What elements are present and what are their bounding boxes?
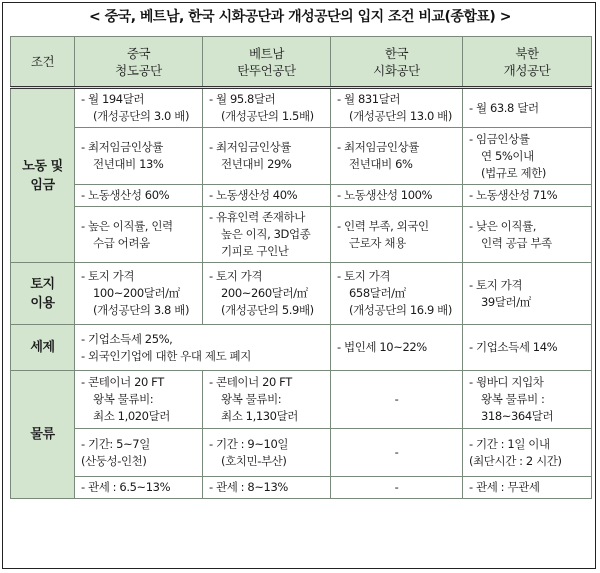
cell-turnover-korea: - 인력 부족, 외국인 근로자 채용 [331,207,463,263]
header-row [11,37,592,88]
cell-land-korea: - 토지 가격 658달러/㎡ (개성공단의 16.9 배) [331,263,463,325]
cell-productivity-china: - 노동생산성 60% [75,185,203,207]
cell-period-korea: - [331,429,463,477]
cell-tax-china-vietnam: - 기업소득세 25%, - 외국인기업에 대한 우대 제도 폐지 [75,325,331,371]
cell-period-china: - 기간: 5~7일 (산둥성-인천) [75,429,203,477]
cell-period-north: - 기간 : 1일 이내 (최단시간 : 2 시간) [463,429,592,477]
cell-wage-china: - 월 194달러 (개성공단의 3.0 배) [75,88,203,128]
cell-productivity-vietnam: - 노동생산성 40% [203,185,331,207]
section-land: 토지 이용 [11,263,75,325]
section-logistics: 물류 [11,371,75,499]
table-row [11,88,592,128]
cell-productivity-north: - 노동생산성 71% [463,185,592,207]
cell-tax-korea: - 법인세 10~22% [331,325,463,371]
header-china: 중국 청도공단 [75,37,203,88]
cell-wage-north: - 월 63.8 달러 [463,88,592,128]
cell-turnover-north: - 낮은 이직률, 인력 공급 부족 [463,207,592,263]
table-row [11,477,592,499]
cell-wage-vietnam: - 월 95.8달러 (개성공단의 1.5배) [203,88,331,128]
cell-turnover-china: - 높은 이직률, 인력 수급 어려움 [75,207,203,263]
cell-customs-vietnam: - 관세 : 8~13% [203,477,331,499]
header-condition: 조건 [11,37,75,88]
section-labor: 노동 및 임금 [11,88,75,263]
cell-turnover-vietnam: - 유휴인력 존재하나 높은 이직, 3D업종 기피로 구인난 [203,207,331,263]
cell-period-vietnam: - 기간 : 9~10일 (호치민-부산) [203,429,331,477]
cell-land-china: - 토지 가격 100~200달러/㎡ (개성공단의 3.8 배) [75,263,203,325]
cell-container-china: - 콘테이너 20 FT 왕복 물류비: 최소 1,020달러 [75,371,203,429]
cell-land-vietnam: - 토지 가격 200~260달러/㎡ (개성공단의 5.9배) [203,263,331,325]
header-vietnam: 베트남 탄뚜언공단 [203,37,331,88]
cell-container-vietnam: - 콘테이너 20 FT 왕복 물류비: 최소 1,130달러 [203,371,331,429]
table-row [11,207,592,263]
section-tax: 세제 [11,325,75,371]
cell-customs-china: - 관세 : 6.5~13% [75,477,203,499]
cell-wagerate-north: - 임금인상률 연 5%이내 (법규로 제한) [463,128,592,185]
cell-productivity-korea: - 노동생산성 100% [331,185,463,207]
header-north-korea: 북한 개성공단 [463,37,592,88]
table-row [11,429,592,477]
cell-container-north: - 윙바디 지입차 왕복 물류비 : 318~364달러 [463,371,592,429]
cell-land-north: - 토지 가격 39달러/㎡ [463,263,592,325]
cell-wagerate-china: - 최저임금인상률 전년대비 13% [75,128,203,185]
header-korea: 한국 시화공단 [331,37,463,88]
cell-wagerate-korea: - 최저임금인상률 전년대비 6% [331,128,463,185]
cell-customs-korea: - [331,477,463,499]
comparison-table [10,36,592,499]
cell-container-korea: - [331,371,463,429]
table-row [11,325,592,371]
table-row [11,263,592,325]
cell-wagerate-vietnam: - 최저임금인상률 전년대비 29% [203,128,331,185]
cell-customs-north: - 관세 : 무관세 [463,477,592,499]
table-row [11,185,592,207]
table-row [11,128,592,185]
table-row [11,371,592,429]
cell-wage-korea: - 월 831달러 (개성공단의 13.0 배) [331,88,463,128]
cell-tax-north: - 기업소득세 14% [463,325,592,371]
page-title: < 중국, 베트남, 한국 시화공단과 개성공단의 입지 조건 비교(종합표) > [89,9,511,25]
